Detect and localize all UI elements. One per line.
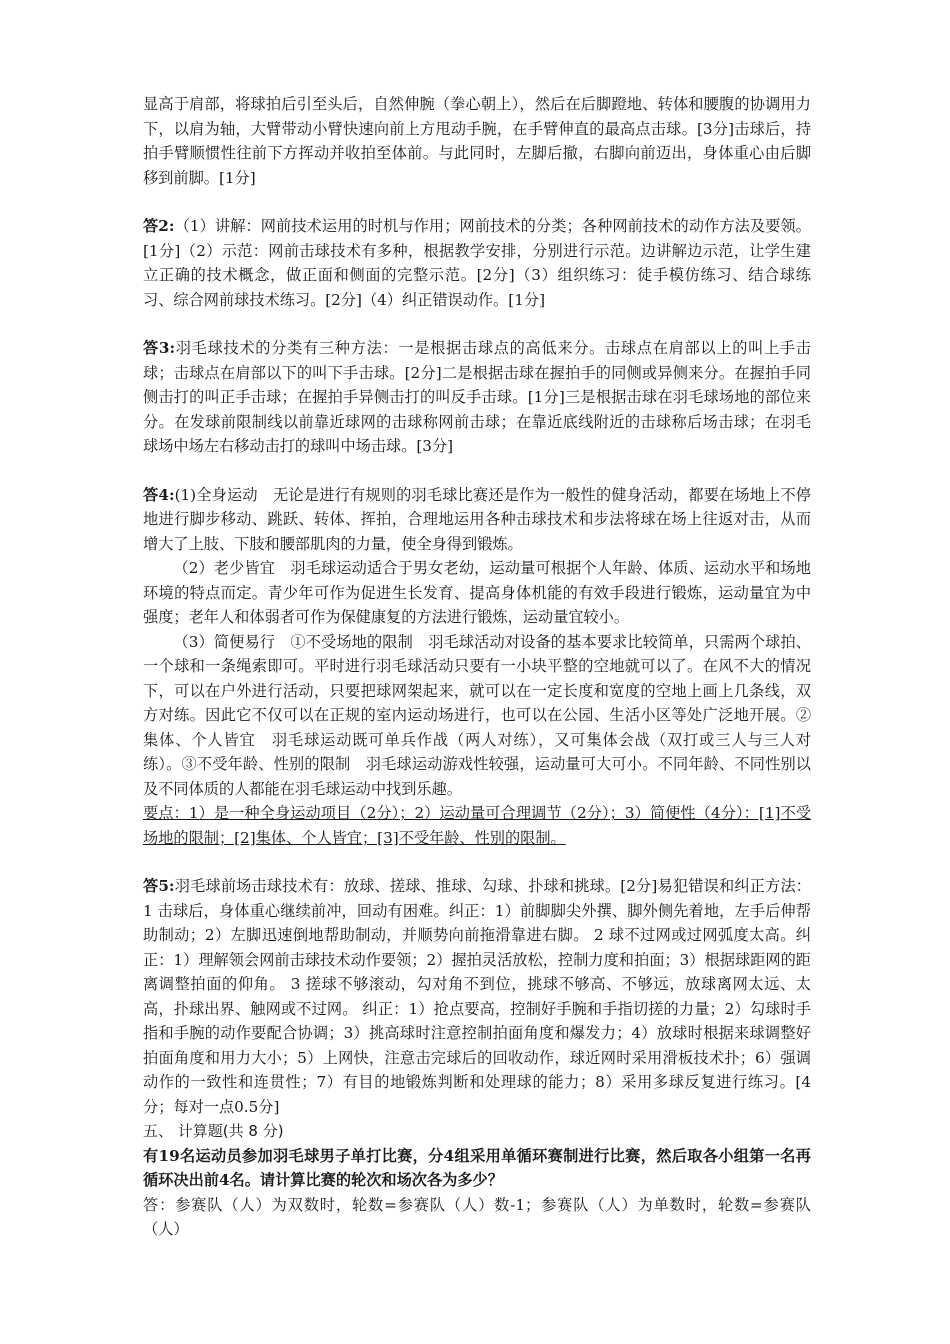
answer-4-key-points: 要点：1）是一种全身运动项目（2分）；2）运动量可合理调节（2分）；3）简便性（4分）：[1]不受场地的限制；[2]集体、个人皆宜；[3]不受年龄、性别的限制。: [143, 804, 811, 847]
answer-2-text: （1）讲解：网前技术运用的时机与作用；网前技术的分类；各种网前技术的动作方法及要领。[1分]（2）示范：网前击球技术有多种，根据教学安排，分别进行示范。边讲解边示范，让学生建立正确的技术概念，做正面和侧面的完整示范。[2分]（3）组织练习：徒手模仿练习、结合球练习、综合网前球技术练习。[2分]（4）纠正错误动作。[1分]: [143, 217, 811, 309]
calculation-answer: 答：参赛队（人）为双数时，轮数=参赛队（人）数-1；参赛队（人）为单数时，轮数=参赛队（人）: [143, 1195, 811, 1238]
answer-4-paragraph-2: （2）老少皆宜 羽毛球运动适合于男女老幼，运动量可根据个人年龄、体质、运动水平和场地环境的特点而定。青少年可作为促进生长发育、提高身体机能的有效手段进行锻炼，运动量宜为中强度；老年人和体弱者可作为保健康复的方法进行锻炼，运动量宜较小。: [143, 559, 811, 626]
answer-4-paragraph-1: [143, 483, 811, 557]
intro-paragraph: 显高于肩部，将球拍后引至头后，自然伸腕（拳心朝上），然后在后脚蹬地、转体和腰腹的协调用力下，以肩为轴，大臂带动小臂快速向前上方甩动手腕，在手臂伸直的最高点击球。[3分]击球后，持拍手臂顺惯性往前下方挥动并收拍至体前。与此同时，左脚后撤，右脚向前迈出，身体重心由后脚移到前脚。[1分]: [143, 95, 811, 187]
answer-5-paragraph: [143, 874, 811, 1119]
answer-2-paragraph: [143, 214, 811, 312]
answer-5-text: 羽毛球前场击球技术有：放球、搓球、推球、勾球、扑球和挑球。[2分]易犯错误和纠正方法：1 击球后，身体重心继续前冲，回动有困难。纠正：1）前脚脚尖外撰、脚外侧先着地，左手后伸帮助制动；2）左脚迅速倒地帮助制动，并顺势向前拖滑靠进右脚。 2 球不过网或过网弧度太高。纠正：1）理解领会网前击球技术动作要领；2）握拍灵活放松，控制力度和拍面；3）根据球距网的距离调整拍面的仰角。 3 搓球不够滚动，勾对角不到位，挑球不够高、不够远，放球离网太远、太高，扑球出界、触网或不过网。 纠正：1）抢点要高，控制好手腕和手指切搓的力量；2）勾球时手指和手腕的动作要配合协调；3）挑高球时注意控制拍面角度和爆发力；4）放球时根据来球调整好拍面角度和用力大小；5）上网快，注意击完球后的回收动作，球近网时采用滑板技术扑；6）强调动作的一致性和连贯性；7）有目的地锻炼判断和处理球的能力；8）采用多球反复进行练习。[4分；每对一点0.5分]: [143, 877, 811, 1116]
answer-4-label: 答4:: [143, 485, 175, 504]
answer-3-paragraph: [143, 336, 811, 459]
spacer: [143, 190, 811, 214]
answer-3-label: 答3:: [143, 339, 176, 357]
calculation-question: 有19名运动员参加羽毛球男子单打比赛，分4组采用单循环赛制进行比赛，然后取各小组第一名再循环决出前4名。请计算比赛的轮次和场次各为多少？: [143, 1146, 811, 1189]
spacer: [143, 850, 811, 874]
answer-3-text: 羽毛球技术的分类有三种方法：一是根据击球点的高低来分。击球点在肩部以上的叫上手击球；击球点在肩部以下的叫下手击球。[2分]二是根据击球在握拍手的同侧或异侧来分。在握拍手同侧击打的叫正手击球；在握拍手异侧击打的叫反手击球。[1分]三是根据击球在羽毛球场地的部位来分。在发球前限制线以前靠近球网的击球称网前击球；在靠近底线附近的击球称后场击球；在羽毛球场中场左右移动击打的球叫中场击球。[3分]: [143, 339, 811, 455]
answer-4-text-1: (1)全身运动 无论是进行有规则的羽毛球比赛还是作为一般性的健身活动，都要在场地上不停地进行脚步移动、跳跃、转体、挥拍，合理地运用各种击球技术和步法将球在场上往返对击，从而增大了上肢、下肢和腰部肌肉的力量，使全身得到锻炼。: [143, 485, 811, 553]
spacer: [143, 459, 811, 483]
spacer: [143, 312, 811, 336]
answer-4-paragraph-3: （3）简便易行 ①不受场地的限制 羽毛球活动对设备的基本要求比较简单，只需两个球拍、一个球和一条绳索即可。平时进行羽毛球活动只要有一小块平整的空地就可以了。在风不大的情况下，可以在户外进行活动，只要把球网架起来，就可以在一定长度和宽度的空地上画上几条线，双方对练。因此它不仅可以在正规的室内运动场进行，也可以在公园、生活小区等处广泛地开展。②集体、个人皆宜 羽毛球运动既可单兵作战（两人对练），又可集体会战（双打或三人与三人对练）。③不受年龄、性别的限制 羽毛球运动游戏性较强，运动量可大可小。不同年龄、不同性别以及不同体质的人都能在羽毛球运动中找到乐趣。: [143, 632, 811, 798]
answer-5-label: 答5:: [143, 877, 175, 895]
answer-2-label: 答2:: [143, 217, 175, 235]
document-page: [143, 92, 811, 1242]
section-heading: 五、 计算题(共 8 分): [143, 1122, 284, 1140]
